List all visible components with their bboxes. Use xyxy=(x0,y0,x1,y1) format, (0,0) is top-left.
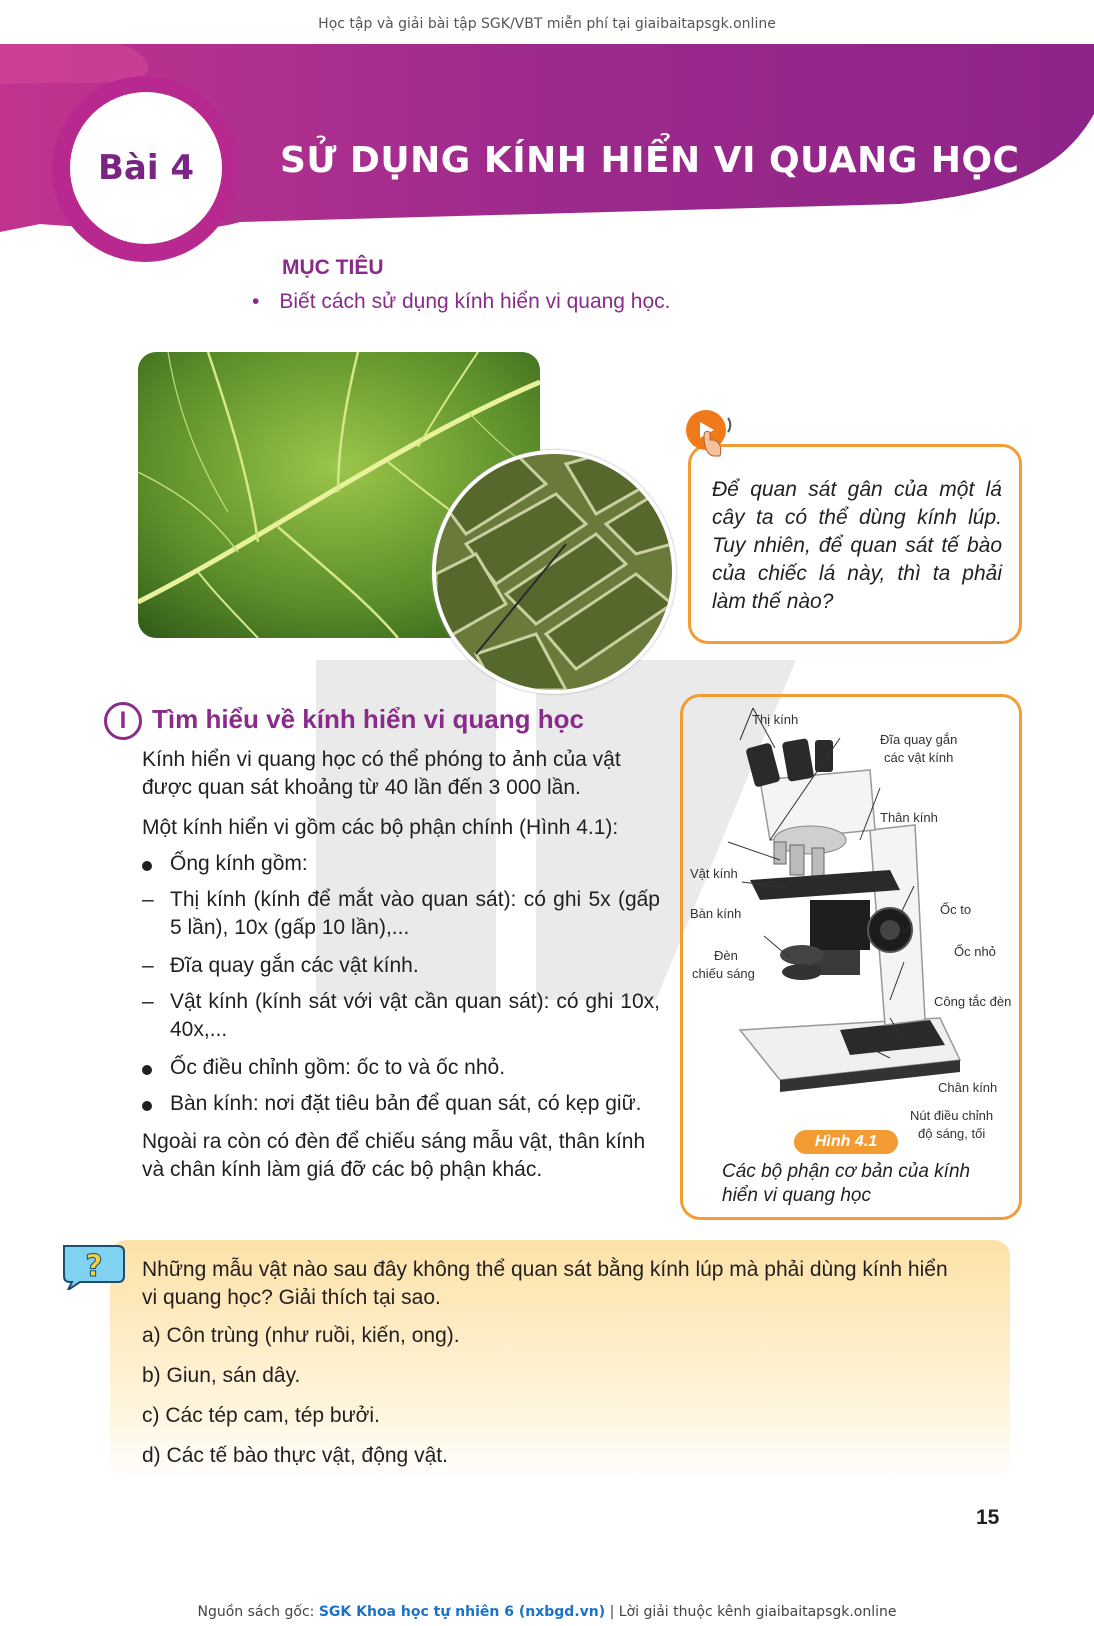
question-icon xyxy=(60,1242,128,1290)
bullet-text: Ốc điều chỉnh gồm: ốc to và ốc nhỏ. xyxy=(170,1056,506,1079)
option-letter: d) xyxy=(142,1444,161,1467)
goal-item xyxy=(252,290,671,314)
footer-source-link[interactable]: SGK Khoa học tự nhiên 6 (nxbgd.vn) xyxy=(318,1604,606,1620)
option-letter: b) xyxy=(142,1364,161,1387)
option-text: Côn trùng (như ruồi, kiến, ong). xyxy=(166,1324,460,1347)
dash-item xyxy=(142,886,660,942)
lesson-label: Bài 4 xyxy=(97,148,194,188)
label-nosepiece-2: các vật kính xyxy=(884,750,954,765)
option-text: Giun, sán dây. xyxy=(166,1364,301,1387)
exercise-option xyxy=(142,1362,962,1390)
footer-note xyxy=(0,1604,1094,1620)
label-base: Chân kính xyxy=(938,1080,998,1095)
bullet-icon xyxy=(142,1065,152,1075)
label-stage: Bàn kính xyxy=(690,906,742,921)
dash-text: Vật kính (kính sát với vật cần quan sát): có ghi 10x, 40x,... xyxy=(170,990,660,1041)
option-letter: a) xyxy=(142,1324,161,1347)
touch-play-icon xyxy=(684,408,734,458)
section-number: I xyxy=(119,707,127,734)
label-brightness-1: Nút điều chỉnh xyxy=(910,1108,994,1123)
bullet-item xyxy=(170,850,660,878)
cell-zoom-photo xyxy=(432,450,676,694)
exercise-question: Những mẫu vật nào sau đây không thể quan sát bằng kính lúp mà phải dùng kính hiển vi quang học? Giải thích tại sao. xyxy=(142,1258,948,1309)
dash-icon: – xyxy=(142,954,154,977)
goal-text: Biết cách sử dụng kính hiển vi quang học. xyxy=(279,290,671,313)
dash-text: Đĩa quay gắn các vật kính. xyxy=(170,954,419,977)
label-light-2: chiếu sáng xyxy=(692,966,755,981)
lesson-title: SỬ DỤNG KÍNH HIỂN VI QUANG HỌC xyxy=(280,140,1020,181)
option-letter: c) xyxy=(142,1404,160,1427)
top-note: Học tập và giải bài tập SGK/VBT miễn phí tại giaibaitapsgk.online xyxy=(318,16,776,32)
bullet-icon: • xyxy=(252,290,260,313)
footer-prefix: Nguồn sách gốc: xyxy=(197,1604,315,1620)
label-light-1: Đèn xyxy=(714,948,738,963)
exercise-option xyxy=(142,1322,962,1350)
section-paragraph: Kính hiển vi quang học có thể phóng to ảnh của vật được quan sát khoảng từ 40 lần đến 3 000 lần. xyxy=(142,748,621,799)
bullet-icon xyxy=(142,1101,152,1111)
section-paragraph: Ngoài ra còn có đèn để chiếu sáng mẫu vật, thân kính và chân kính làm giá đỡ các bộ phận khác. xyxy=(142,1130,646,1181)
section-paragraph: Một kính hiển vi gồm các bộ phận chính (Hình 4.1): xyxy=(142,816,619,839)
bullet-item xyxy=(170,1054,660,1082)
dash-icon: – xyxy=(142,990,154,1013)
bullet-icon xyxy=(142,861,152,871)
bullet-text: Bàn kính: nơi đặt tiêu bản để quan sát, có kẹp giữ. xyxy=(170,1092,642,1115)
question-symbol: ? xyxy=(85,1249,103,1284)
dash-text: Thị kính (kính để mắt vào quan sát): có ghi 5x (gấp 5 lần), 10x (gấp 10 lần),... xyxy=(170,888,660,939)
exercise-option xyxy=(142,1442,962,1470)
dash-item xyxy=(142,988,660,1044)
dash-icon: – xyxy=(142,888,154,911)
figure-caption: Các bộ phận cơ bản của kính hiển vi quang học xyxy=(722,1161,971,1206)
label-brightness-2: độ sáng, tối xyxy=(918,1126,986,1141)
label-eyepiece: Thị kính xyxy=(752,712,799,727)
label-fine-knob: Ốc nhỏ xyxy=(954,944,996,959)
label-coarse-knob: Ốc to xyxy=(940,902,972,917)
bullet-text: Ống kính gồm: xyxy=(170,852,308,875)
option-text: Các tế bào thực vật, động vật. xyxy=(166,1444,448,1467)
option-text: Các tép cam, tép bưởi. xyxy=(165,1404,380,1427)
dash-item xyxy=(142,952,660,980)
section-title: Tìm hiểu về kính hiển vi quang học xyxy=(152,704,584,734)
section-number-badge xyxy=(104,702,142,740)
label-objective: Vật kính xyxy=(690,866,738,881)
footer-suffix: | Lời giải thuộc kênh giaibaitapsgk.online xyxy=(609,1604,897,1620)
page-number: 15 xyxy=(976,1506,1000,1529)
lesson-badge xyxy=(70,92,222,244)
bullet-item xyxy=(170,1090,660,1118)
label-arm: Thân kính xyxy=(880,810,938,825)
goal-heading: MỤC TIÊU xyxy=(282,256,384,279)
exercise-option xyxy=(142,1402,962,1430)
label-nosepiece-1: Đĩa quay gắn xyxy=(880,732,958,747)
figure-tag: Hình 4.1 xyxy=(794,1130,898,1154)
intro-question-text: Để quan sát gân của một lá cây ta có thể dùng kính lúp. Tuy nhiên, để quan sát tế bào của chiếc lá này, thì ta phải làm thế nào? xyxy=(712,478,1002,613)
label-switch: Công tắc đèn xyxy=(934,994,1012,1009)
